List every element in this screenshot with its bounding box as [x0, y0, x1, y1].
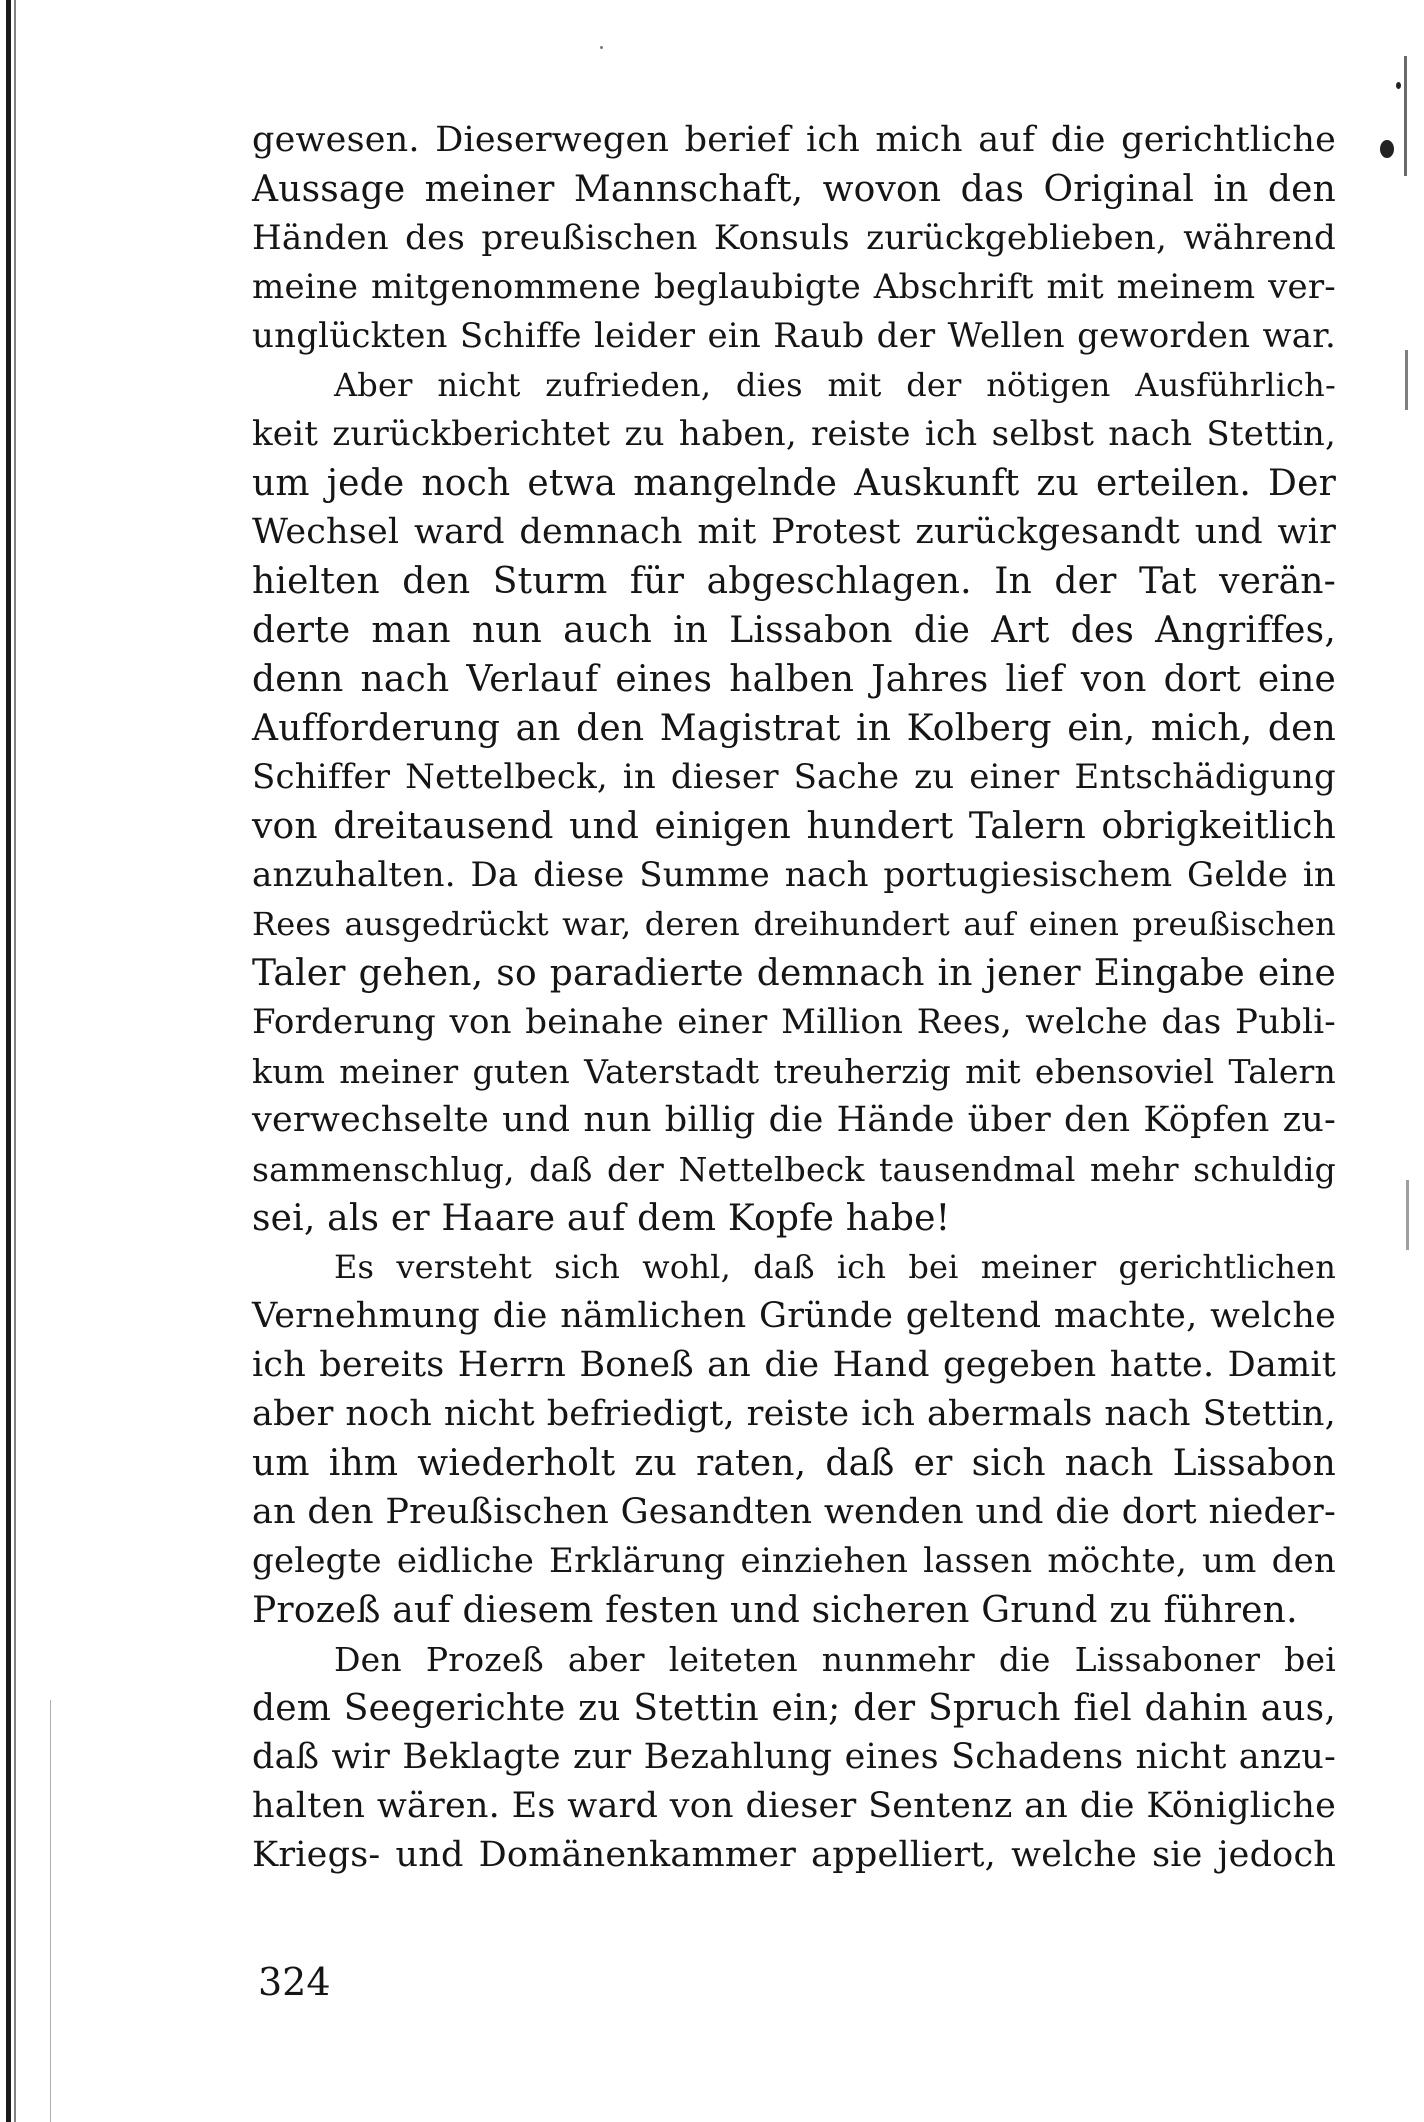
scan-speck [600, 46, 603, 49]
text-line: aber noch nicht befriedigt, reiste ich abermals nach Stettin, [252, 1394, 1336, 1434]
text-line: Taler gehen, so paradierte demnach in jener Eingabe eine [252, 953, 1336, 994]
binding-edge [6, 0, 11, 2122]
text-line: Aussage meiner Mannschaft, wovon das Original in den [252, 169, 1336, 210]
text-line: Aufforderung an den Magistrat in Kolberg ein, mich, den [252, 708, 1336, 749]
text-line: denn nach Verlauf eines halben Jahres lief von dort eine [252, 659, 1336, 700]
scan-edge-mark [1406, 1180, 1409, 1250]
binding-edge-shadow [14, 0, 16, 2122]
text-line: sammenschlug, daß der Nettelbeck tausendmal mehr schuldig [252, 1150, 1336, 1189]
text-line: halten wären. Es ward von dieser Sentenz an die Königliche [252, 1786, 1336, 1826]
text-line: Es versteht sich wohl, daß ich bei meiner gerichtlichen [334, 1248, 1336, 1286]
text-line: Schiffer Nettelbeck, in dieser Sache zu einer Entschädigung [252, 757, 1336, 797]
scan-speck [1396, 82, 1401, 89]
binding-edge-faint [50, 1700, 51, 2122]
text-line: daß wir Beklagte zur Bezahlung eines Schadens nicht anzu- [252, 1737, 1336, 1777]
text-line: hielten den Sturm für abgeschlagen. In der Tat verän- [252, 561, 1336, 602]
scan-edge-mark [1405, 350, 1408, 410]
text-line: Forderung von beinahe einer Million Rees, welche das Publi- [252, 1002, 1336, 1042]
scan-speck [1380, 140, 1394, 158]
text-line: Wechsel ward demnach mit Protest zurückgesandt und wir [252, 512, 1336, 552]
text-line: sei, als er Haare auf dem Kopfe habe! [252, 1198, 951, 1239]
text-line: Rees ausgedrückt war, deren dreihundert auf einen preußischen [252, 905, 1336, 943]
text-line: Händen des preußischen Konsuls zurückgeblieben, während [252, 218, 1336, 258]
text-line: um ihm wiederholt zu raten, daß er sich nach Lissabon [252, 1443, 1336, 1484]
text-line: um jede noch etwa mangelnde Auskunft zu erteilen. Der [252, 463, 1336, 504]
text-line: Den Prozeß aber leiteten nunmehr die Lissaboner bei [334, 1640, 1336, 1679]
body-text [252, 116, 1336, 1880]
text-line: verwechselte und nun billig die Hände über den Köpfen zu- [252, 1100, 1336, 1140]
text-line: ich bereits Herrn Boneß an die Hand gegeben hatte. Damit [252, 1345, 1336, 1385]
scan-edge-mark [1404, 56, 1407, 176]
text-line: Prozeß auf diesem festen und sicheren Grund zu führen. [252, 1590, 1298, 1631]
text-line: gelegte eidliche Erklärung einziehen lassen möchte, um den [252, 1541, 1336, 1581]
text-line: dem Seegerichte zu Stettin ein; der Spruch fiel dahin aus, [252, 1688, 1336, 1729]
text-line: derte man nun auch in Lissabon die Art des Angriffes, [252, 610, 1336, 651]
text-line: anzuhalten. Da diese Summe nach portugiesischem Gelde in [252, 855, 1336, 895]
text-line: gewesen. Dieserwegen berief ich mich auf die gerichtliche [252, 120, 1336, 160]
text-line: Kriegs- und Domänenkammer appelliert, welche sie jedoch [252, 1835, 1336, 1875]
text-line: an den Preußischen Gesandten wenden und die dort nieder- [252, 1492, 1336, 1532]
text-line: meine mitgenommene beglaubigte Abschrift mit meinem ver- [252, 267, 1336, 307]
text-line: unglückten Schiffe leider ein Raub der Wellen geworden war. [252, 316, 1336, 356]
text-line: keit zurückberichtet zu haben, reiste ich selbst nach Stettin, [252, 414, 1336, 454]
text-line: kum meiner guten Vaterstadt treuherzig mit ebensoviel Talern [252, 1052, 1336, 1091]
text-line: Aber nicht zufrieden, dies mit der nötigen Ausführlich- [334, 366, 1336, 404]
text-line: Vernehmung die nämlichen Gründe geltend machte, welche [252, 1296, 1336, 1336]
page-number: 324 [258, 1960, 331, 2004]
text-line: von dreitausend und einigen hundert Talern obrigkeitlich [252, 806, 1336, 847]
